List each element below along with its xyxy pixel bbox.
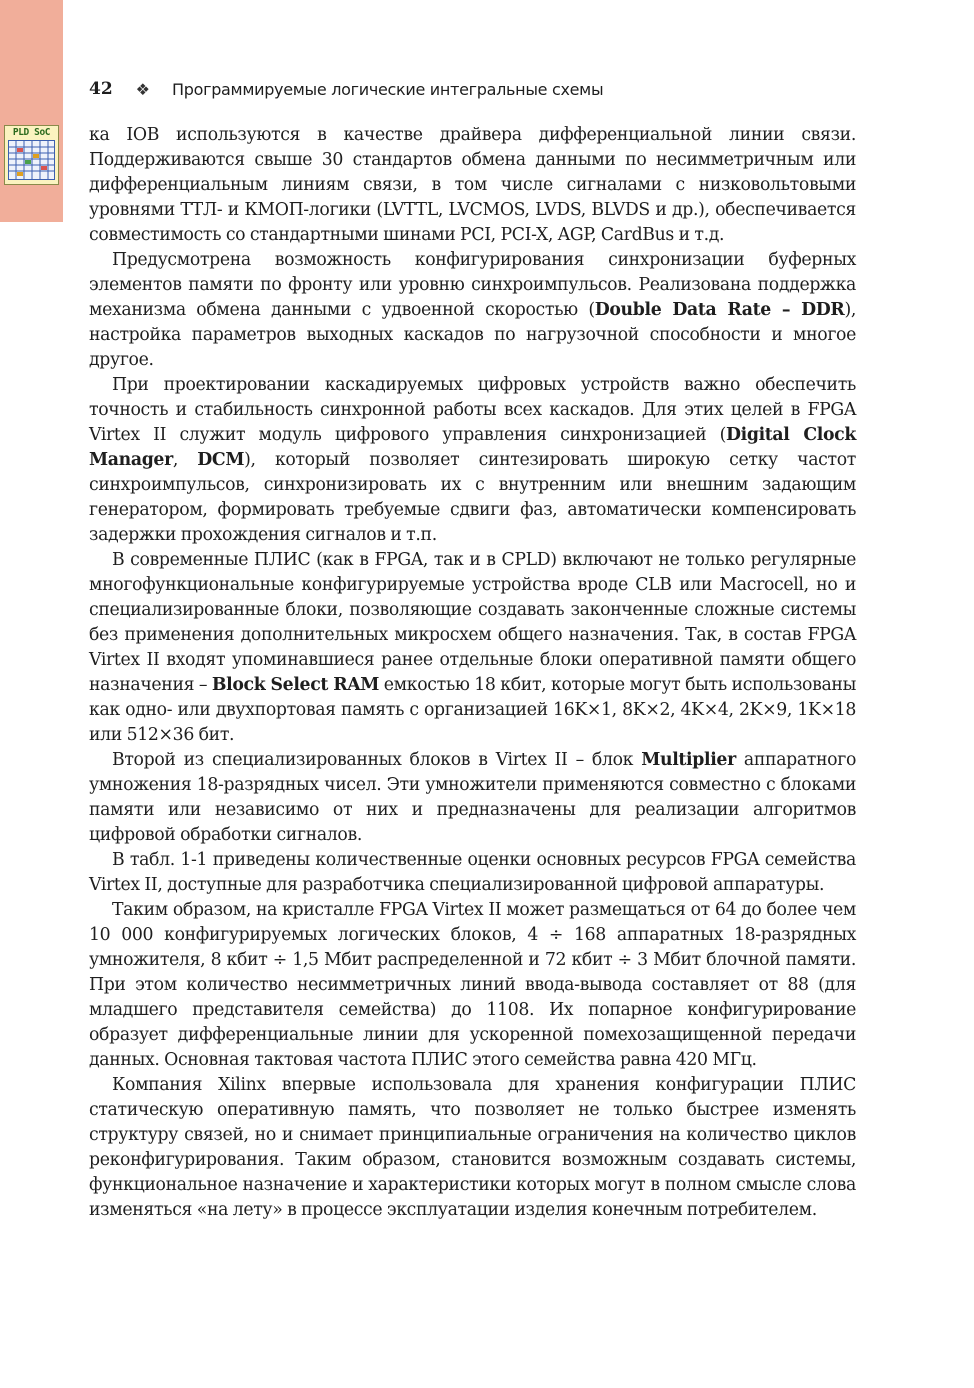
paragraph [89,123,856,248]
paragraph [89,748,856,848]
text-run: В табл. 1-1 приведены количественные оценки основных ресурсов FPGA семейства Virtex II, доступные для разработчика специализированной цифровой аппаратуры. [89,850,856,895]
logo-text: PLD SoC [12,127,51,138]
paragraph [89,848,856,898]
paragraph [89,898,856,1073]
text-run: В современные ПЛИС (как в FPGA, так и в CPLD) включают не только регулярные многофункциональные конфигурируемые устройства вроде CLB или Macrocell, но и специализированные блоки, позволяющие создавать законченные сложные системы без применения дополнительных микросхем общего назначения. Так, в состав FPGA Virtex II входят упоминавшиеся ранее отдельные блоки оперативной памяти общего назначения – [89,550,856,695]
text-run: , [172,450,198,470]
paragraph [89,248,856,373]
body-text [89,123,856,1223]
bold-term: Double Data Rate – DDR [594,300,845,320]
running-head: Программируемые логические интегральные схемы [172,79,604,99]
text-run: При проектировании каскадируемых цифровых устройств важно обеспечить точность и стабильность синхронной работы всех каскадов. Для этих целей в FPGA Virtex II служит модуль цифрового управления синхронизацией ( [89,375,856,445]
bold-term: Multiplier [641,750,736,770]
page-header [89,76,603,102]
text-run: Второй из специализированных блоков в Virtex II – блок [112,750,642,770]
text-run: Таким образом, на кристалле FPGA Virtex II может размещаться от 64 до более чем 10 000 конфигурируемых логических блоков, 4 ÷ 168 аппаратных 18-разрядных умножителя, 8 кбит ÷ 1,5 Мбит распределенной и 72 кбит ÷ 3 Мбит блочной памяти. При этом количество несимметричных линий ввода-вывода составляет от 88 (для младшего представителя семейства) до 1108. Их попарное конфигурирование образует дифференциальные линии для ускоренной помехозащищенной передачи данных. Основная тактовая частота ПЛИС этого семейства равна 420 МГц. [89,900,856,1070]
chapter-side-tab [0,0,63,222]
ornament-icon: ❖ [135,79,151,99]
text-run: Компания Xilinx впервые использовала для хранения конфигурации ПЛИС статическую оперативную память, что позволяет не только быстрее изменять структуру связей, но и снимает принципиальные ограничения на количество циклов реконфигурирования. Таким образом, становится возможным создавать системы, функциональное назначение и характеристики которых могут в полном смысле слова изменяться «на лету» в процессе эксплуатации изделия конечным потребителем. [89,1075,856,1220]
pld-soc-logo [4,125,59,185]
text-run: емкостью 18 кбит, которые могут быть использованы как одно- или двухпортовая память с организацией 16K×1, 8K×2, 4K×4, 2K×9, 1K×18 или 512×36 бит. [89,675,856,745]
text-run: Предусмотрена возможность конфигурирования синхронизации буферных элементов памяти по фронту или уровню синхроимпульсов. Реализована поддержка механизма обмена данными с удвоенной скоростью ( [89,250,856,320]
text-run: ), который позволяет синтезировать широкую сетку частот синхроимпульсов, синхронизировать их с внутренним или внешним задающим генератором, формировать требуемые сдвиги фаз, автоматически компенсировать задержки прохождения сигналов и т.п. [89,450,856,545]
logo-grid-icon [8,140,55,180]
paragraph [89,1073,856,1223]
page-number: 42 [89,79,113,99]
bold-term: DCM [197,450,245,470]
paragraph [89,373,856,548]
bold-term: Block Select RAM [211,675,380,695]
text-run: ка IOB используются в качестве драйвера дифференциальной линии связи. Поддерживаются свыше 30 стандартов обмена данными по несимметричным или дифференциальным линиям связи, в том числе сигналами с низковольтовыми уровнями ТТЛ- и КМОП-логики (LVTTL, LVCMOS, LVDS, BLVDS и др.), обеспечивается совместимость со стандартными шинами PCI, PCI-X, AGP, CardBus и т.д. [89,125,856,245]
paragraph [89,548,856,748]
text-run: ), настройка параметров выходных каскадов по нагрузочной способности и многое другое. [89,300,856,370]
bold-term: Digital Clock Manager [89,425,856,470]
text-run: аппаратного умножения 18-разрядных чисел. Эти умножители применяются совместно с блоками памяти или независимо от них и предназначены для реализации алгоритмов цифровой обработки сигналов. [89,750,856,845]
